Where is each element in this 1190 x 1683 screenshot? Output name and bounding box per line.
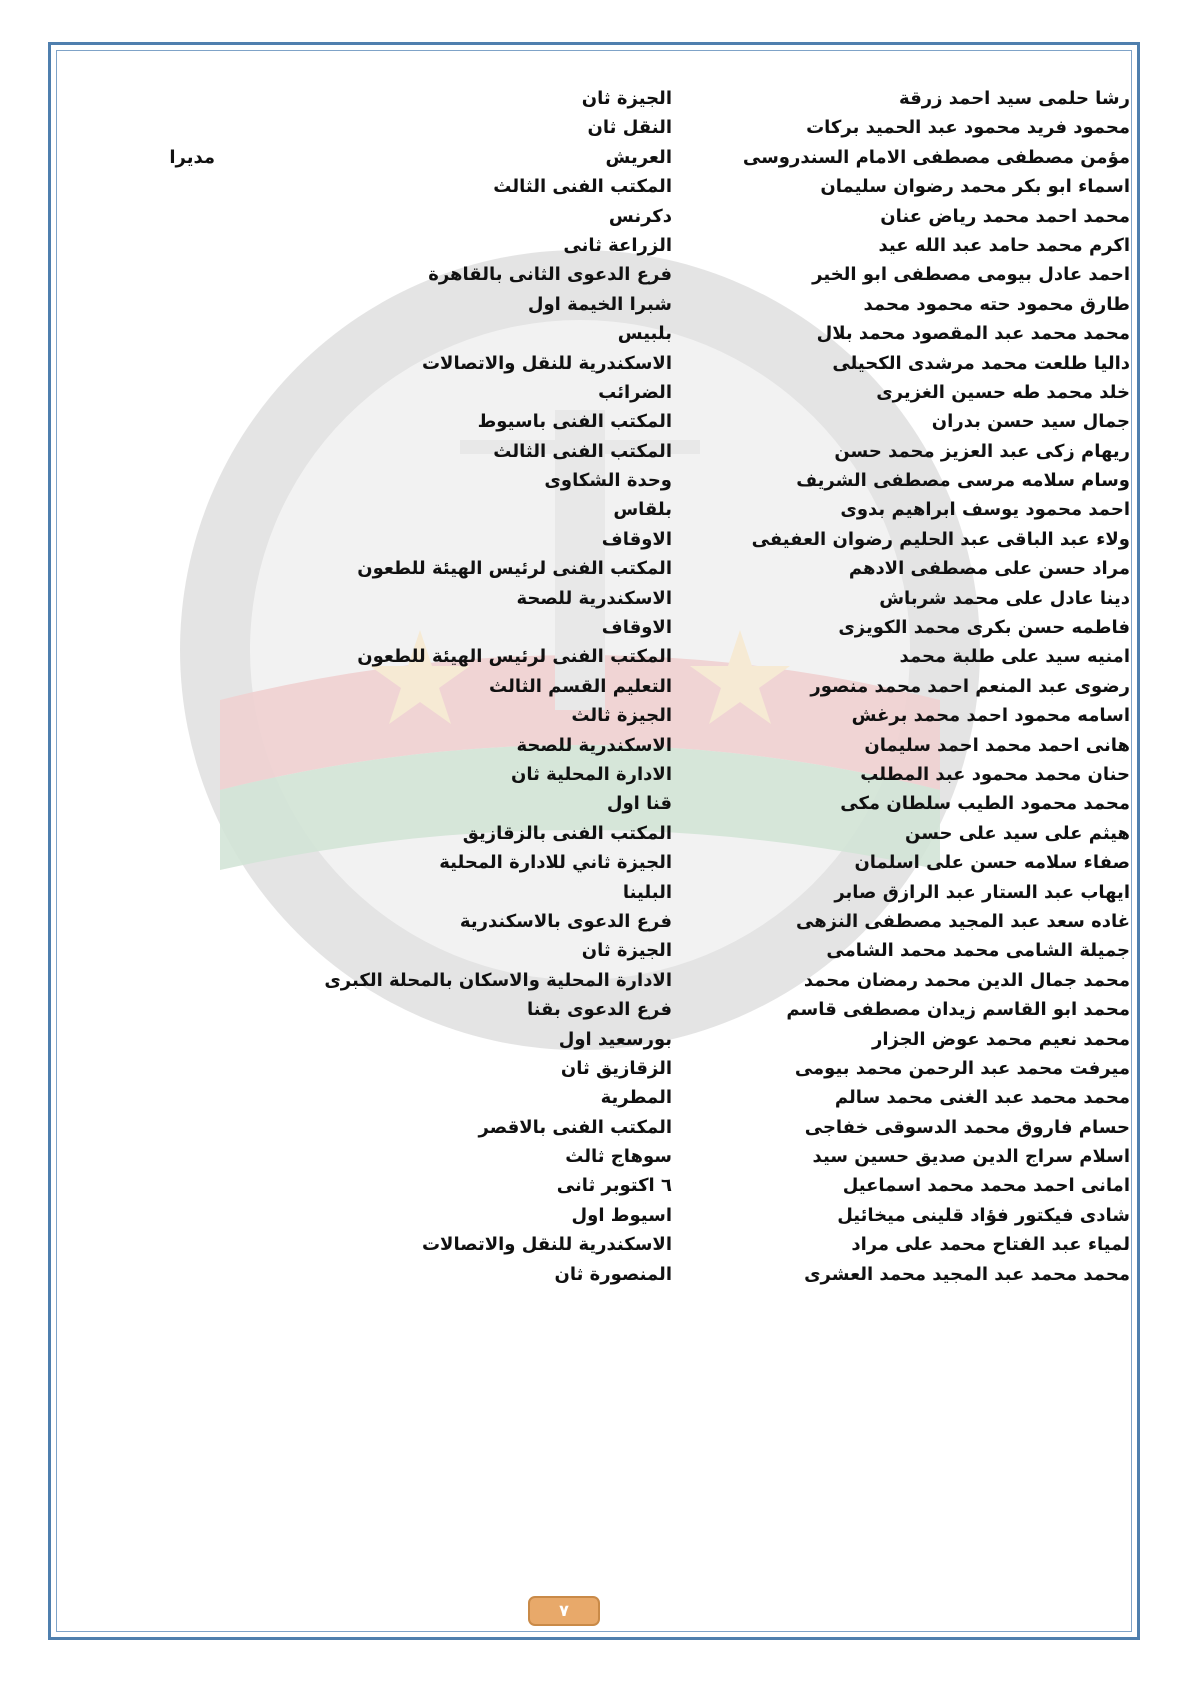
list-item [60,1113,1130,1142]
row-place: الاسكندرية للصحة [516,587,672,609]
list-item [60,613,1130,642]
row-place: المكتب الفنى الثالث [493,440,672,462]
list-item [60,143,1130,172]
row-name: ريهام زكى عبد العزيز محمد حسن [834,440,1130,462]
names-list [60,84,1130,1289]
list-item [60,878,1130,907]
row-place: المكتب الفنى لرئيس الهيئة للطعون [357,558,672,580]
list-item [60,407,1130,436]
row-place: الضرائب [598,381,672,403]
list-item [60,995,1130,1024]
row-name: ايهاب عبد الستار عبد الرازق صابر [834,881,1130,903]
row-name: محمد ابو القاسم زيدان مصطفى قاسم [786,999,1130,1021]
row-place: العريش [605,146,672,168]
list-item [60,672,1130,701]
row-name: هانى احمد محمد احمد سليمان [864,734,1130,756]
list-item [60,437,1130,466]
row-place: بلبيس [617,323,672,345]
list-item [60,290,1130,319]
list-item [60,966,1130,995]
list-item [60,1142,1130,1171]
row-name: اكرم محمد حامد عبد الله عيد [878,234,1130,256]
list-item [60,1025,1130,1054]
row-name: مراد حسن على مصطفى الادهم [848,558,1130,580]
list-item [60,907,1130,936]
row-place: الجيزة ثالث [571,705,672,727]
row-name: محمد جمال الدين محمد رمضان محمد [803,969,1130,991]
row-name: مؤمن مصطفى مصطفى الامام السندروسى [742,146,1130,168]
row-name: رشا حلمى سيد احمد زرقة [899,88,1130,109]
row-name: فاطمه حسن بكرى محمد الكويزى [838,617,1130,639]
row-name: اسماء ابو بكر محمد رضوان سليمان [820,176,1130,198]
row-place: المنصورة ثان [554,1263,672,1285]
row-place: الزقازيق ثان [560,1057,672,1079]
row-name: لمياء عبد الفتاح محمد على مراد [851,1234,1130,1256]
row-place: فرع الدعوى الثانى بالقاهرة [428,264,672,286]
row-name: ميرفت محمد عبد الرحمن محمد بيومى [794,1057,1130,1079]
row-place: ٦ اكتوبر ثانى [556,1175,672,1197]
row-name: احمد محمود يوسف ابراهيم بدوى [840,499,1130,521]
row-place: وحدة الشكاوى [544,470,672,492]
row-role: مديرا [169,146,215,168]
list-item [60,202,1130,231]
list-item [60,584,1130,613]
row-place: الجيزة ثان [581,88,672,109]
row-name: امانى احمد محمد محمد اسماعيل [842,1175,1130,1197]
row-place: بورسعيد اول [558,1028,672,1050]
row-place: التعليم القسم الثالث [489,675,672,697]
list-item [60,1230,1130,1259]
row-place: البلينا [622,881,672,903]
list-item [60,819,1130,848]
row-place: الجيزة ثاني للادارة المحلية [439,852,672,874]
list-item [60,701,1130,730]
row-place: الجيزة ثان [581,940,672,962]
list-item [60,760,1130,789]
row-name: امنيه سيد على طلبة محمد [899,646,1130,668]
row-place: الاسكندرية للنقل والاتصالات [421,352,672,374]
list-item [60,378,1130,407]
row-place: المكتب الفنى باسيوط [477,411,672,433]
row-place: الاسكندرية للصحة [516,734,672,756]
list-item [60,848,1130,877]
list-item [60,554,1130,583]
row-name: صفاء سلامه حسن على اسلمان [854,852,1130,874]
row-name: محمد محمد عبد المقصود محمد بلال [816,323,1130,345]
list-item [60,525,1130,554]
row-place: الاسكندرية للنقل والاتصالات [421,1234,672,1256]
row-name: غاده سعد عبد المجيد مصطفى النزهى [795,910,1130,932]
list-item [60,789,1130,818]
row-name: محمد نعيم محمد عوض الجزار [871,1028,1130,1050]
row-name: شادى فيكتور فؤاد قلينى ميخائيل [837,1204,1130,1226]
row-name: اسامه محمود احمد محمد برغش [851,705,1130,727]
page-number-badge: ٧ [528,1596,600,1626]
row-name: طارق محمود حته محمود محمد [863,293,1130,315]
row-place: المكتب الفنى الثالث [493,176,672,198]
row-place: بلقاس [613,499,672,521]
list-item [60,936,1130,965]
row-place: المكتب الفنى بالاقصر [478,1116,672,1138]
list-item [60,113,1130,142]
row-place: فرع الدعوى بالاسكندرية [459,910,672,932]
list-item [60,1083,1130,1112]
list-item [60,1201,1130,1230]
list-item [60,1260,1130,1289]
row-place: الادارة المحلية ثان [511,763,672,785]
list-item [60,231,1130,260]
row-place: الادارة المحلية والاسكان بالمحلة الكبرى [324,969,672,991]
row-name: وسام سلامه مرسى مصطفى الشريف [796,470,1130,492]
list-item [60,466,1130,495]
row-name: رضوى عبد المنعم احمد محمد منصور [810,675,1130,697]
list-item [60,319,1130,348]
row-place: سوهاج ثالث [565,1146,672,1168]
row-name: محمد احمد محمد رياض عنان [880,205,1130,227]
row-name: دينا عادل على محمد شرباش [879,587,1130,609]
row-name: جميلة الشامى محمد محمد الشامى [826,940,1130,962]
row-name: محمد محمد عبد المجيد محمد العشرى [804,1263,1130,1285]
list-item [60,642,1130,671]
list-item [60,1171,1130,1200]
list-item [60,172,1130,201]
list-item [60,260,1130,289]
row-place: الاوقاف [601,528,672,550]
row-place: دكرنس [608,205,672,227]
list-item [60,349,1130,378]
row-name: هيثم على سيد على حسن [905,822,1130,844]
row-name: محمود فريد محمود عبد الحميد بركات [806,117,1130,139]
row-name: جمال سيد حسن بدران [931,411,1130,433]
row-place: المكتب الفنى لرئيس الهيئة للطعون [357,646,672,668]
row-name: ولاء عبد الباقى عبد الحليم رضوان العفيفى [751,528,1130,550]
row-name: محمد محمد عبد الغنى محمد سالم [834,1087,1130,1109]
list-item [60,731,1130,760]
row-name: داليا طلعت محمد مرشدى الكحيلى [832,352,1130,374]
row-name: حنان محمد محمود عبد المطلب [860,763,1130,785]
row-place: المكتب الفنى بالزقازيق [462,822,672,844]
row-name: احمد عادل بيومى مصطفى ابو الخير [812,264,1130,286]
row-place: قنا اول [606,793,672,815]
list-item [60,84,1130,113]
row-place: النقل ثان [587,117,672,139]
row-name: حسام فاروق محمد الدسوقى خفاجى [804,1116,1130,1138]
row-place: الاوقاف [601,617,672,639]
row-place: فرع الدعوى بقنا [526,999,672,1021]
row-place: الزراعة ثانى [563,234,672,256]
row-place: شبرا الخيمة اول [527,293,672,315]
row-place: اسيوط اول [571,1204,672,1226]
list-item [60,495,1130,524]
row-name: اسلام سراج الدين صديق حسين سيد [812,1146,1130,1168]
row-name: خلد محمد طه حسين الغزيرى [876,381,1130,403]
row-place: المطرية [600,1087,672,1109]
row-name: محمد محمود الطيب سلطان مكى [840,793,1130,815]
list-item [60,1054,1130,1083]
